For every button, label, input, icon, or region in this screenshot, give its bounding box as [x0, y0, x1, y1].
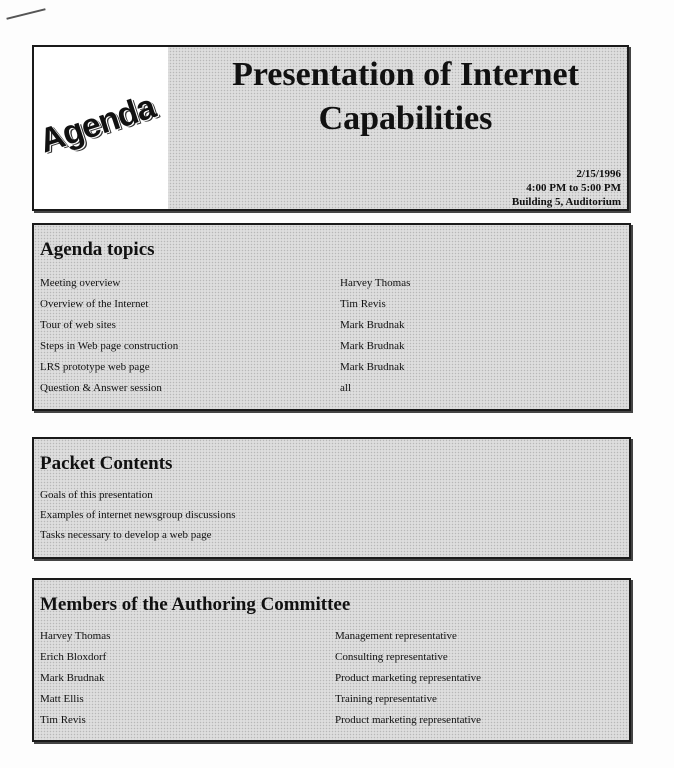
agenda-presenter: Harvey Thomas [340, 277, 411, 289]
page-title [194, 53, 617, 141]
logo-panel [34, 47, 168, 209]
committee-role: Training representative [335, 693, 437, 705]
packet-item: Goals of this presentation [40, 489, 153, 501]
packet-item: Examples of internet newsgroup discussions [40, 509, 236, 521]
committee-member: Matt Ellis [40, 693, 84, 705]
agenda-presenter: Tim Revis [340, 298, 386, 310]
packet-item: Tasks necessary to develop a web page [40, 529, 212, 541]
title-line-2: Capabilities [318, 100, 493, 137]
agenda-presenter: all [340, 382, 351, 394]
committee-member: Erich Bloxdorf [40, 651, 107, 663]
title-line-1: Presentation of Internet [232, 56, 579, 93]
agenda-topic: Steps in Web page construction [40, 340, 179, 352]
agenda-topic: Question & Answer session [40, 382, 162, 394]
meeting-time: 4:00 PM to 5:00 PM [526, 182, 621, 194]
packet-contents-box [32, 437, 631, 559]
header-box [32, 45, 629, 211]
committee-member: Harvey Thomas [40, 630, 111, 642]
committee-member: Mark Brudnak [40, 672, 105, 684]
committee-role: Consulting representative [335, 651, 448, 663]
packet-contents-heading: Packet Contents [40, 453, 173, 474]
meeting-info [512, 167, 621, 209]
committee-box [32, 578, 631, 742]
agenda-presenter: Mark Brudnak [340, 319, 405, 331]
agenda-logo: Agenda [34, 87, 160, 161]
committee-role: Product marketing representative [335, 714, 482, 726]
committee-role: Management representative [335, 630, 457, 642]
committee-heading: Members of the Authoring Committee [40, 594, 351, 615]
agenda-topics-box [32, 223, 631, 411]
agenda-presenter: Mark Brudnak [340, 340, 405, 352]
agenda-topic: Meeting overview [40, 277, 121, 289]
agenda-topic: Tour of web sites [40, 319, 116, 331]
committee-member: Tim Revis [40, 714, 86, 726]
meeting-location: Building 5, Auditorium [511, 196, 621, 208]
agenda-topics-heading: Agenda topics [40, 239, 155, 260]
committee-role: Product marketing representative [335, 672, 482, 684]
agenda-topic: Overview of the Internet [40, 298, 149, 310]
agenda-topic: LRS prototype web page [40, 361, 150, 373]
pen-mark [6, 8, 45, 20]
meeting-date: 2/15/1996 [576, 168, 621, 180]
agenda-presenter: Mark Brudnak [340, 361, 405, 373]
